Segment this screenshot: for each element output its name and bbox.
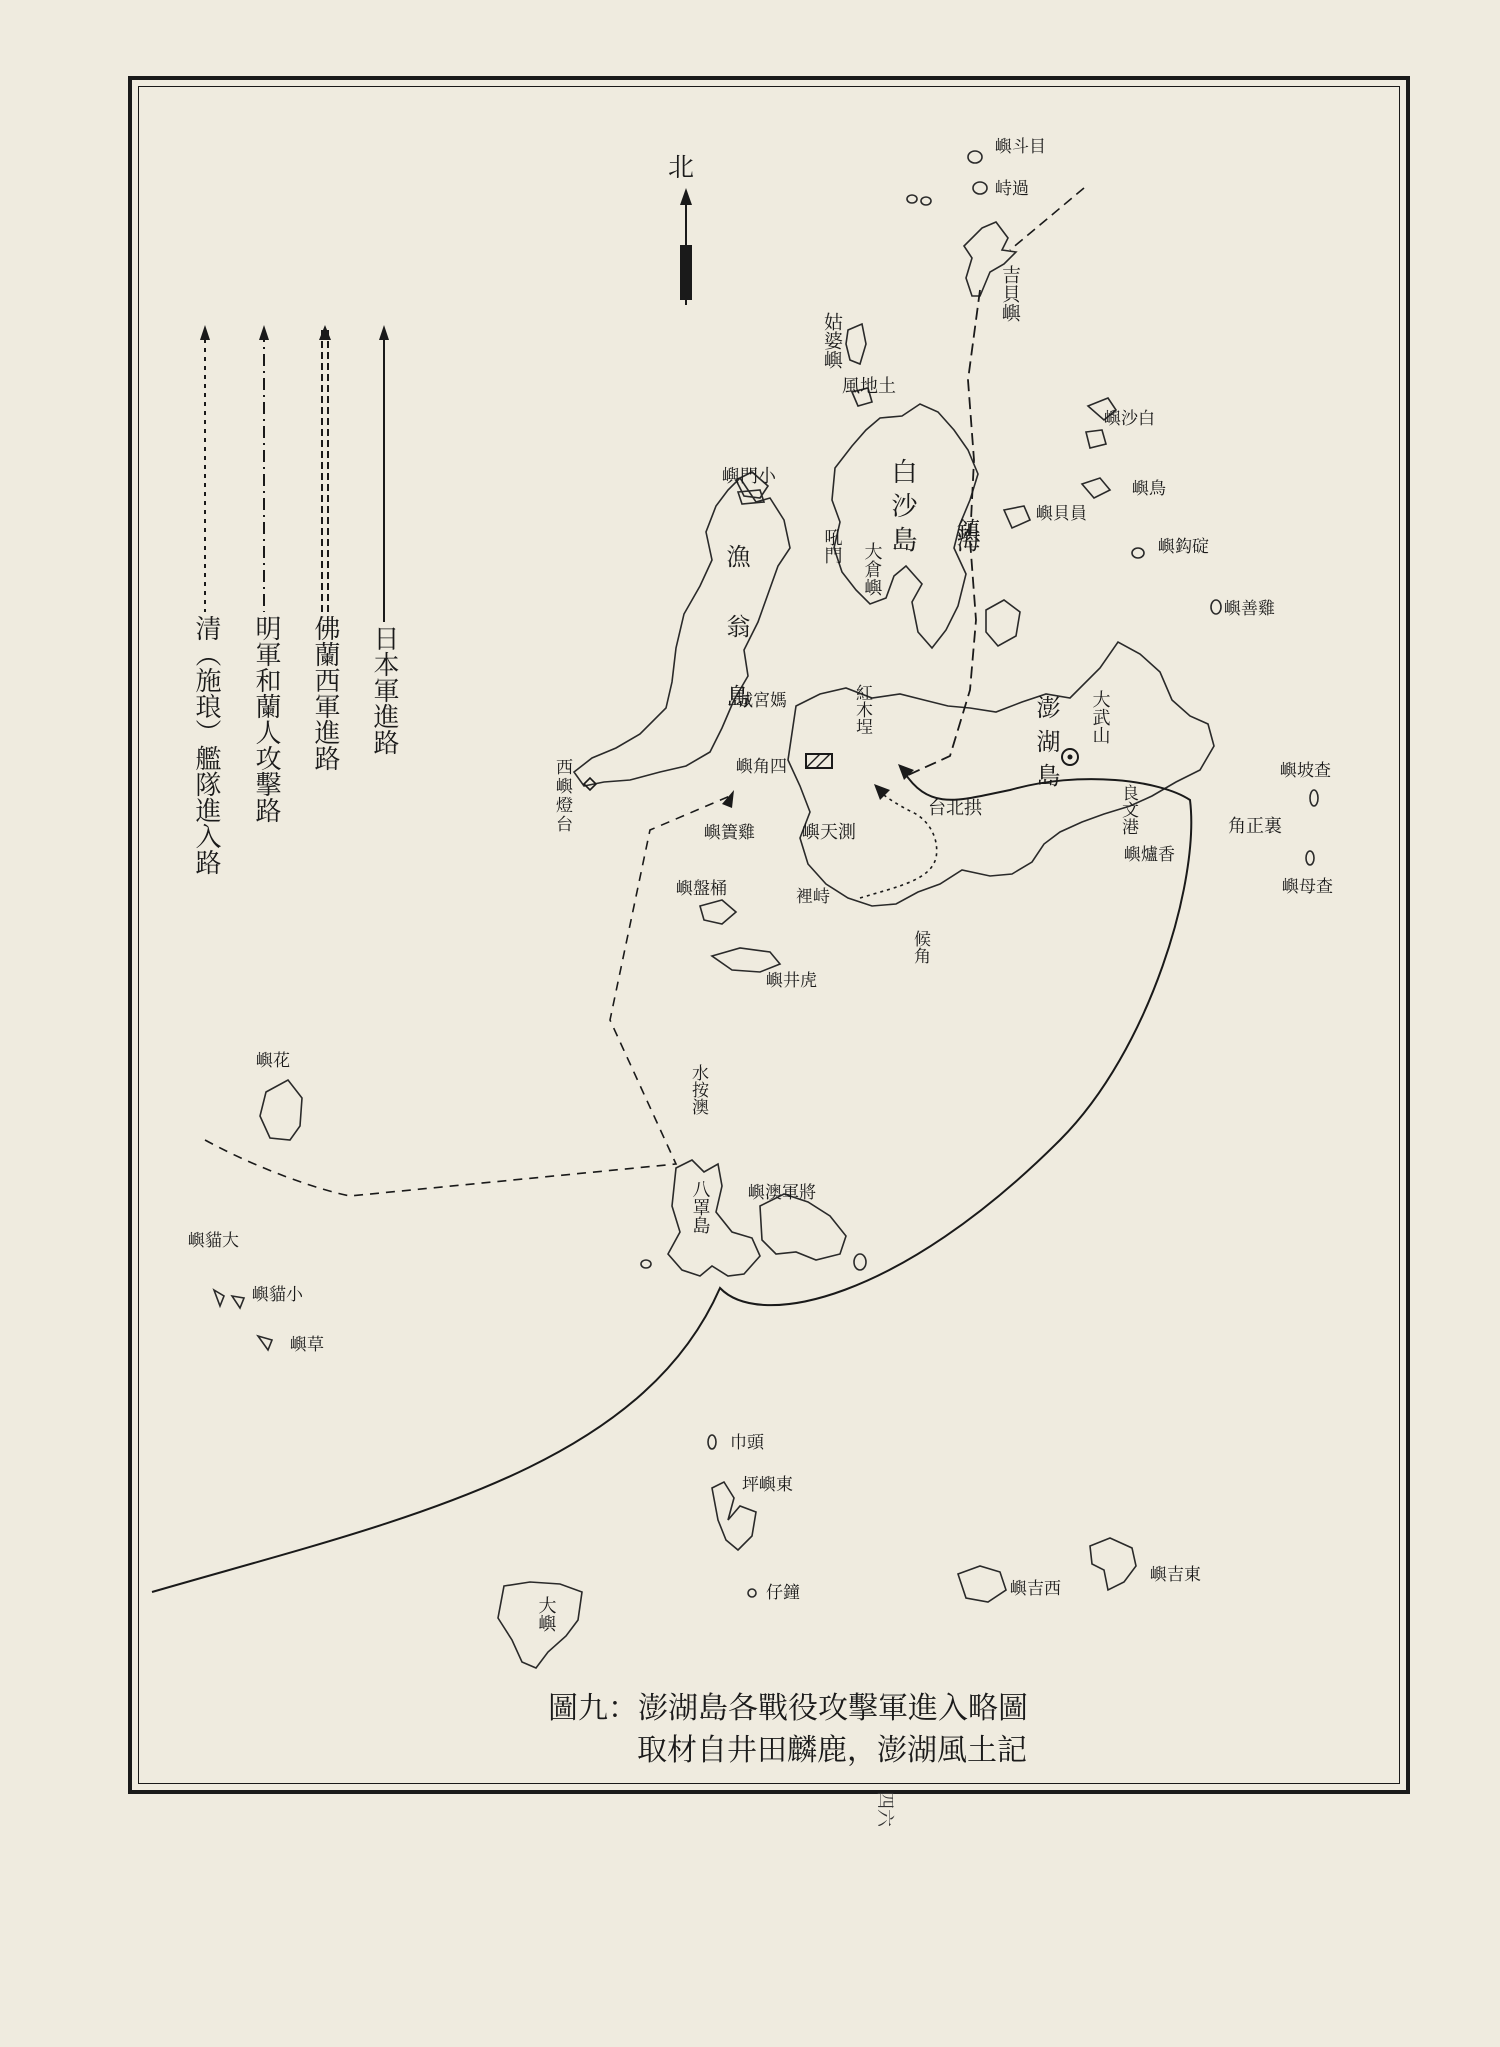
label-xiyu: 西嶼燈台 [552,758,572,834]
route-qing [205,796,730,1196]
legend-label-french: 佛蘭西軍進路 [310,615,340,771]
place-labels [188,137,1333,1633]
caption-title: 圖九：澎湖島各戰役攻擊軍進入略圖 [548,1691,1028,1726]
label-penghu-dao: 澎湖島 [1032,695,1060,797]
label-mudou: 嶼斗目 [995,137,1046,157]
island-yuweng [574,478,790,786]
island-jiangjun [760,1194,846,1260]
label-toujin: 巾頭 [730,1433,764,1453]
label-hongmu: 紅木埕 [852,684,872,735]
legend-label-ming-dutch: 明軍和蘭人攻擊路 [251,615,281,823]
legend [191,325,399,875]
label-tudi: 風地土 [842,376,896,397]
legend-label-qing: 清（施琅）艦隊進入路 [191,615,221,875]
label-chamu: 嶼母查 [1282,877,1333,897]
island-tongpan [700,900,736,924]
label-houmen: 吼門 [821,528,843,564]
label-baisha-yu: 嶼沙白 [1104,409,1155,429]
label-xiaomen: 嶼門小 [722,466,776,487]
label-lishi: 裡峙 [796,887,830,907]
label-dongping: 坪嶼東 [742,1475,793,1495]
north-label: 北 [668,153,695,183]
island-xiji [958,1566,1006,1602]
label-jishan: 嶼善雞 [1224,599,1275,619]
label-dawushan: 大武山 [1089,690,1111,744]
island-penghu [788,642,1214,906]
label-xiaomao: 嶼貓小 [252,1285,303,1305]
routes [152,188,1191,1592]
label-yuanbei: 嶼貝員 [1036,504,1087,524]
label-xianglu: 嶼爐香 [1124,845,1175,865]
label-cao: 嶼草 [290,1335,324,1355]
legend-label-japanese: 日本軍進路 [369,625,399,755]
page-number: 四六 [874,1791,895,1827]
label-baisha-dao: 白沙島 [887,458,917,560]
north-arrow [668,153,694,305]
label-zhenhai: 鎮海 [952,518,980,538]
island-bazhao [668,1160,760,1276]
route-japanese [152,772,1191,1592]
label-sijiao: 嶼角四 [736,757,787,777]
label-shuian: 水按澳 [688,1064,708,1115]
label-hujing: 嶼井虎 [766,971,817,991]
label-dingou: 嶼鈎碇 [1158,537,1209,557]
label-bazhao: 八罩島 [689,1180,711,1234]
island-hua [260,1080,302,1140]
label-jilong: 嶼簀雞 [704,823,755,843]
label-chenggongma: 城宮媽 [736,691,787,711]
coastlines [214,151,1318,1668]
island-dongji [1090,1538,1136,1590]
label-yuweng: 漁翁島 [722,544,750,754]
map-caption [0,1688,1500,1772]
label-jibei: 吉貝嶼 [999,265,1021,322]
island-gupo [846,324,866,364]
north-arrow-shaft-icon [680,245,692,300]
label-dongji: 嶼吉東 [1150,1565,1201,1585]
label-lihe: 角正裏 [1228,816,1282,837]
label-gongbei: 台北拱 [928,798,982,819]
label-hua: 嶼花 [256,1051,290,1071]
island-hujing [712,948,780,972]
label-jiangjun: 嶼澳軍將 [748,1183,816,1203]
label-chapo: 嶼坡查 [1280,761,1331,781]
label-tongpan: 嶼盤桶 [676,879,727,899]
label-dayu: 大嶼 [535,1596,557,1632]
route-ming-dutch [860,792,937,898]
label-gupo: 姑婆嶼 [821,312,843,369]
label-guoyu: 峙過 [995,179,1029,199]
label-liangwen: 良文港 [1118,784,1138,835]
label-houjiao: 候角 [910,930,930,964]
label-tiance: 嶼天測 [802,822,856,843]
label-zhongzi: 仔鐘 [766,1583,800,1603]
label-damao: 嶼貓大 [188,1231,239,1251]
label-dacang: 大倉嶼 [861,542,883,596]
label-niao: 嶼鳥 [1132,479,1166,499]
label-xiji: 嶼吉西 [1010,1579,1061,1599]
caption-source: 取材自井田麟鹿，澎湖風土記 [637,1733,1027,1768]
